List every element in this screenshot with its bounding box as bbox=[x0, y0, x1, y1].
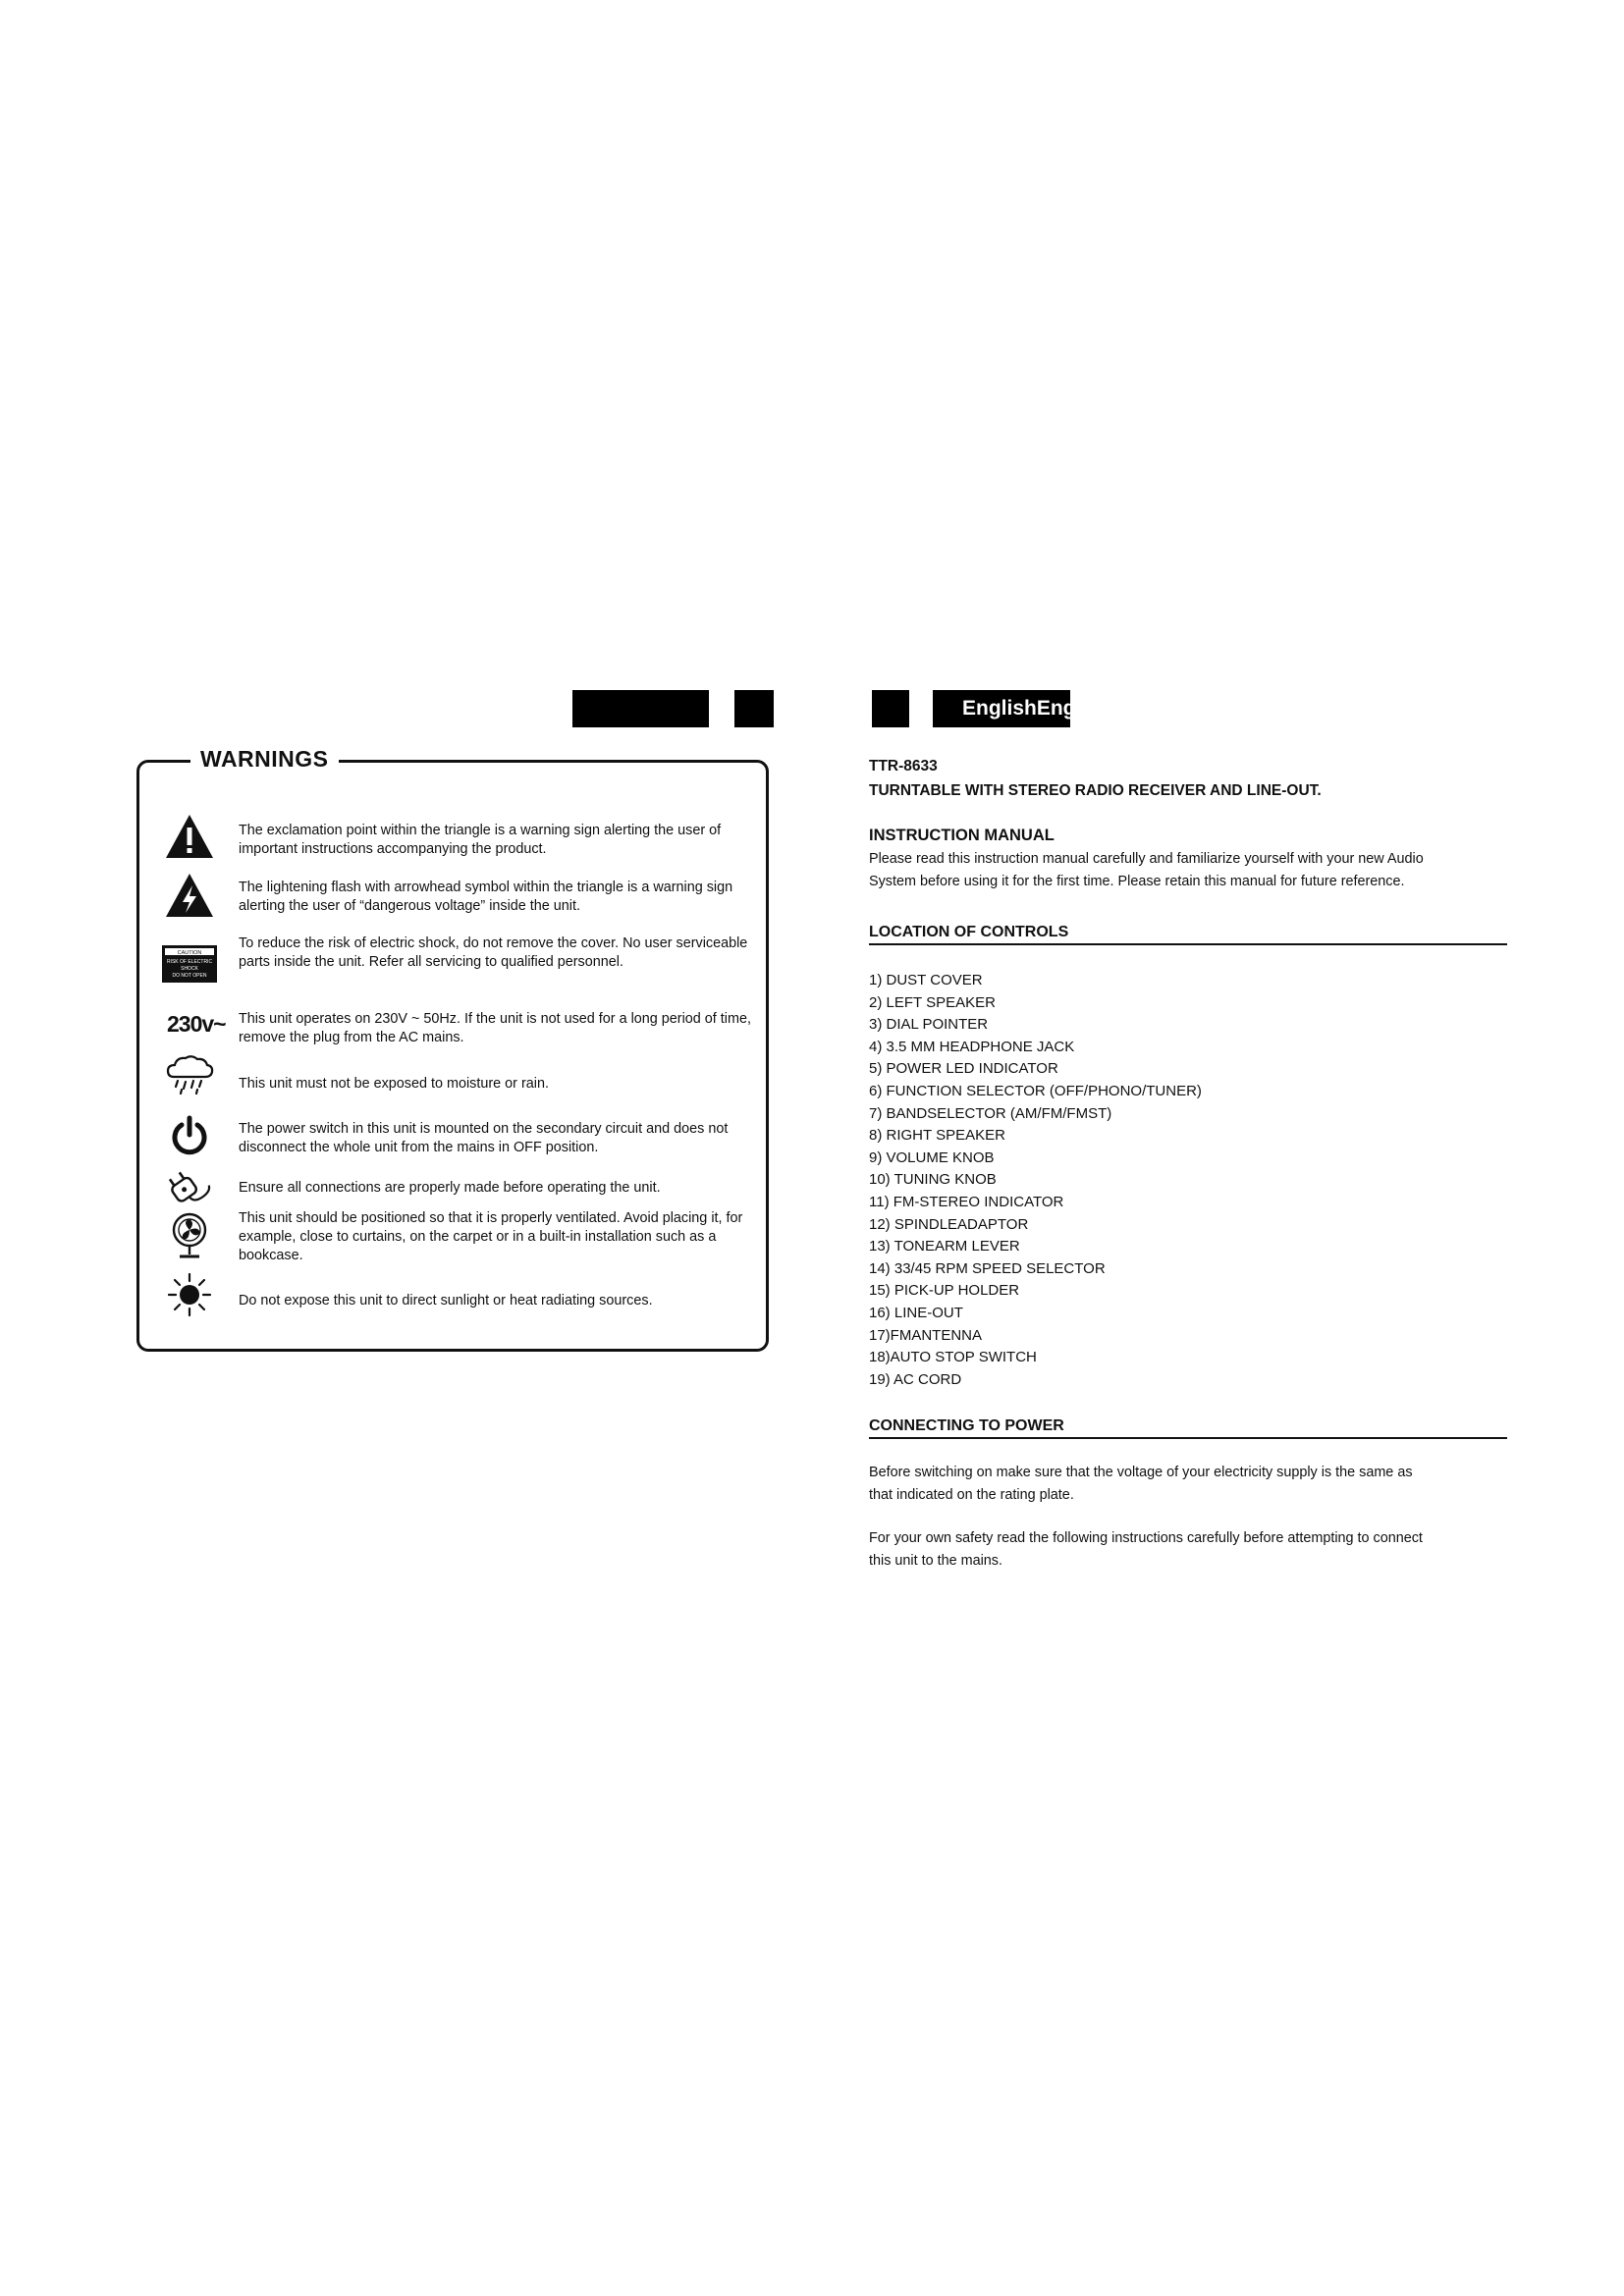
voltage-icon bbox=[167, 1011, 236, 1038]
product-subtitle: TURNTABLE WITH STEREO RADIO RECEIVER AND LINE-OUT. bbox=[869, 782, 1322, 799]
header-black-bar-1 bbox=[572, 690, 709, 727]
power-para1-line-2: that indicated on the rating plate. bbox=[869, 1487, 1074, 1503]
caution-label-line2: RISK OF ELECTRIC bbox=[166, 959, 213, 965]
language-tab-label: EnglishEnglish bbox=[962, 697, 1111, 720]
power-paragraph-2 bbox=[869, 1527, 1507, 1573]
list-item: 5) POWER LED INDICATOR bbox=[869, 1060, 1058, 1078]
intro-line-1: Please read this instruction manual carefully and familiarize yourself with your new Audio bbox=[869, 851, 1424, 867]
model-number: TTR-8633 bbox=[869, 758, 938, 774]
power-para2-line-1: For your own safety read the following instructions carefully before attempting to connect bbox=[869, 1530, 1423, 1546]
list-item: 13) TONEARM LEVER bbox=[869, 1238, 1020, 1255]
language-tab bbox=[933, 690, 1111, 727]
warning-text-3: To reduce the risk of electric shock, do not remove the cover. No user serviceable parts inside the unit. Refer all servicing to qualified personnel. bbox=[239, 935, 748, 970]
exclamation-triangle-icon bbox=[162, 813, 217, 860]
caution-label-icon bbox=[162, 945, 217, 983]
list-item: 19) AC CORD bbox=[869, 1370, 962, 1388]
warning-text-1: The exclamation point within the triangle is a warning sign alerting the user of important instructions accompanying the product. bbox=[239, 823, 722, 857]
list-item: 3) DIAL POINTER bbox=[869, 1016, 989, 1034]
controls-list bbox=[869, 970, 1202, 1391]
intro-paragraph bbox=[869, 848, 1507, 893]
warning-text-7: Ensure all connections are properly made before operating the unit. bbox=[239, 1180, 661, 1196]
controls-heading-underline bbox=[869, 943, 1507, 945]
warning-text-9: Do not expose this unit to direct sunlight or heat radiating sources. bbox=[239, 1293, 653, 1308]
fan-ventilation-icon bbox=[162, 1211, 217, 1262]
warning-text-6: The power switch in this unit is mounted on the secondary circuit and does not disconnect the whole unit from the mains in OFF position. bbox=[239, 1121, 729, 1155]
warning-text-5: This unit must not be exposed to moisture or rain. bbox=[239, 1076, 549, 1092]
list-item: 14) 33/45 RPM SPEED SELECTOR bbox=[869, 1259, 1106, 1277]
list-item: 7) BANDSELECTOR (AM/FM/FMST) bbox=[869, 1104, 1112, 1122]
lightning-triangle-icon bbox=[162, 872, 217, 919]
caution-label-line1: CAUTION bbox=[177, 950, 202, 956]
list-item: 9) VOLUME KNOB bbox=[869, 1148, 995, 1166]
power-paragraph-1 bbox=[869, 1462, 1507, 1507]
list-item: 16) LINE-OUT bbox=[869, 1304, 963, 1321]
warnings-title: WARNINGS bbox=[190, 746, 339, 773]
power-icon bbox=[162, 1115, 217, 1156]
voltage-label: 230v~ bbox=[167, 1011, 226, 1037]
connecting-to-power-heading: CONNECTING TO POWER bbox=[869, 1417, 1064, 1434]
header-black-bar-3 bbox=[872, 690, 909, 727]
instruction-manual-heading: INSTRUCTION MANUAL bbox=[869, 827, 1055, 844]
plug-icon bbox=[162, 1168, 217, 1207]
list-item: 1) DUST COVER bbox=[869, 972, 983, 988]
list-item: 10) TUNING KNOB bbox=[869, 1171, 997, 1189]
power-heading-underline bbox=[869, 1437, 1507, 1439]
power-para1-line-1: Before switching on make sure that the voltage of your electricity supply is the same as bbox=[869, 1465, 1413, 1480]
sun-icon bbox=[162, 1272, 217, 1317]
warning-text-8: This unit should be positioned so that it is properly ventilated. Avoid placing it, for example, close to curtains, on the carpet or in a built-in installation such as a bookcase. bbox=[239, 1210, 743, 1263]
rain-cloud-icon bbox=[162, 1053, 217, 1096]
power-para2-line-2: this unit to the mains. bbox=[869, 1553, 1002, 1569]
warning-text-2: The lightening flash with arrowhead symbol within the triangle is a warning sign alerting the user of “dangerous voltage” inside the unit. bbox=[239, 880, 733, 914]
list-item: 12) SPINDLEADAPTOR bbox=[869, 1215, 1029, 1233]
list-item: 17)FMANTENNA bbox=[869, 1326, 983, 1344]
list-item: 15) PICK-UP HOLDER bbox=[869, 1282, 1020, 1300]
list-item: 8) RIGHT SPEAKER bbox=[869, 1127, 1005, 1145]
list-item: 11) FM-STEREO INDICATOR bbox=[869, 1193, 1064, 1210]
list-item: 4) 3.5 MM HEADPHONE JACK bbox=[869, 1038, 1075, 1055]
caution-label-line3: SHOCK bbox=[181, 966, 198, 972]
list-item: 18)AUTO STOP SWITCH bbox=[869, 1349, 1037, 1366]
intro-line-2: System before using it for the first time. Please retain this manual for future reference. bbox=[869, 874, 1405, 889]
list-item: 2) LEFT SPEAKER bbox=[869, 993, 996, 1011]
location-of-controls-heading: LOCATION OF CONTROLS bbox=[869, 924, 1069, 940]
header-black-bar-2 bbox=[734, 690, 774, 727]
caution-label-line4: DO NOT OPEN bbox=[172, 973, 207, 979]
list-item: 6) FUNCTION SELECTOR (OFF/PHONO/TUNER) bbox=[869, 1082, 1202, 1099]
warning-text-4: This unit operates on 230V ~ 50Hz. If the unit is not used for a long period of time, remove the plug from the AC mains. bbox=[239, 1011, 751, 1045]
